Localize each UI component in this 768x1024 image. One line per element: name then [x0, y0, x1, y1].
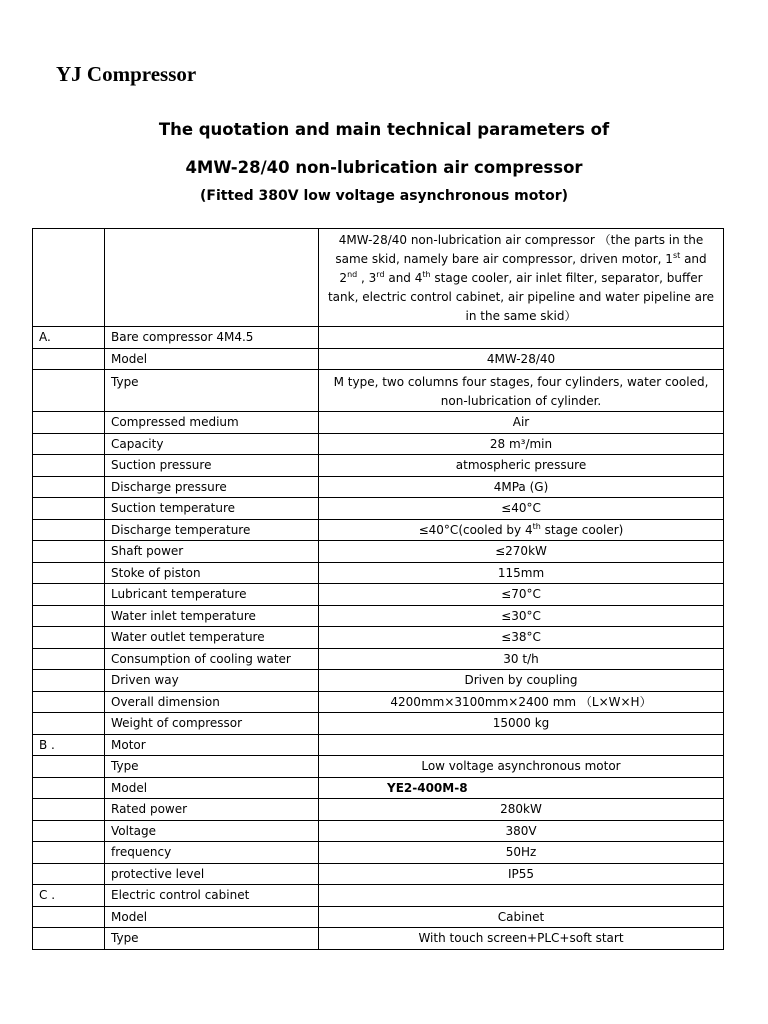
table-row	[33, 648, 724, 670]
empty-cell	[33, 799, 105, 821]
intro-sup: st	[672, 251, 681, 260]
param-value: 380V	[319, 820, 724, 842]
empty-cell	[105, 229, 319, 327]
intro-sup: rd	[376, 270, 385, 279]
table-row	[33, 906, 724, 928]
value-text: ≤40°C(cooled by 4	[418, 522, 533, 537]
table-row	[33, 433, 724, 455]
table-row	[33, 455, 724, 477]
section-id: B .	[33, 734, 105, 756]
empty-cell	[33, 820, 105, 842]
intro-text: 4MW-28/40 non-lubrication air compressor （the parts in the same skid, namely bare air compressor, driven motor, 1	[335, 233, 704, 266]
param-value: 30 t/h	[319, 648, 724, 670]
table-row	[33, 820, 724, 842]
empty-cell	[33, 648, 105, 670]
parameters-table	[32, 228, 724, 950]
empty-cell	[33, 906, 105, 928]
empty-cell	[33, 928, 105, 950]
empty-cell	[33, 370, 105, 412]
param-label: Stoke of piston	[105, 562, 319, 584]
section-header-row	[33, 885, 724, 907]
document-title-line1: The quotation and main technical parameters of	[158, 120, 610, 139]
table-row	[33, 541, 724, 563]
param-label: Voltage	[105, 820, 319, 842]
param-value: Air	[319, 412, 724, 434]
empty-cell	[33, 713, 105, 735]
empty-cell	[33, 584, 105, 606]
param-value: Low voltage asynchronous motor	[319, 756, 724, 778]
brand-name: YJ Compressor	[56, 62, 197, 86]
param-value: ≤40°C	[319, 498, 724, 520]
param-value: Cabinet	[319, 906, 724, 928]
param-label: Discharge temperature	[105, 519, 319, 541]
param-value: IP55	[319, 863, 724, 885]
table-row	[33, 348, 724, 370]
document-title-line2: 4MW-28/40 non-lubrication air compressor	[185, 158, 583, 177]
table-row	[33, 562, 724, 584]
table-row	[33, 842, 724, 864]
empty-cell	[33, 229, 105, 327]
param-value: 50Hz	[319, 842, 724, 864]
intro-row	[33, 229, 724, 327]
param-value: Driven by coupling	[319, 670, 724, 692]
empty-cell	[33, 433, 105, 455]
param-value	[319, 519, 724, 541]
section-id: C .	[33, 885, 105, 907]
section-name: Motor	[105, 734, 319, 756]
table-row	[33, 713, 724, 735]
param-label: Lubricant temperature	[105, 584, 319, 606]
param-label: Overall dimension	[105, 691, 319, 713]
param-value: 115mm	[319, 562, 724, 584]
empty-cell	[33, 777, 105, 799]
param-label: Suction pressure	[105, 455, 319, 477]
param-label: Capacity	[105, 433, 319, 455]
param-value: With touch screen+PLC+soft start	[319, 928, 724, 950]
param-label: Rated power	[105, 799, 319, 821]
empty-cell	[33, 756, 105, 778]
param-value: atmospheric pressure	[319, 455, 724, 477]
empty-cell	[33, 691, 105, 713]
table-row	[33, 756, 724, 778]
table-row	[33, 691, 724, 713]
param-label: Shaft power	[105, 541, 319, 563]
param-value: 4MW-28/40	[319, 348, 724, 370]
document-subtitle: (Fitted 380V low voltage asynchronous motor)	[199, 188, 568, 204]
intro-text: stage cooler, air inlet filter, separator, buffer tank, electric control cabinet, air pipeline and water pipeline are in the same skid）	[327, 271, 715, 323]
empty-cell	[33, 863, 105, 885]
param-label: Weight of compressor	[105, 713, 319, 735]
table-row	[33, 799, 724, 821]
section-header-row	[33, 734, 724, 756]
table-row	[33, 584, 724, 606]
intro-description	[319, 229, 724, 327]
empty-cell	[33, 412, 105, 434]
param-value: 4200mm×3100mm×2400 mm （L×W×H）	[319, 691, 724, 713]
intro-text: and 4	[384, 271, 423, 285]
param-label: Water outlet temperature	[105, 627, 319, 649]
param-value: 4MPa (G)	[319, 476, 724, 498]
empty-cell	[33, 562, 105, 584]
empty-cell	[33, 519, 105, 541]
param-value: 28 m³/min	[319, 433, 724, 455]
empty-cell	[33, 627, 105, 649]
section-name: Electric control cabinet	[105, 885, 319, 907]
table-row	[33, 777, 724, 799]
empty-cell	[33, 541, 105, 563]
empty-cell	[33, 498, 105, 520]
value-sup: th	[532, 521, 541, 531]
empty-cell	[33, 476, 105, 498]
param-value: 15000 kg	[319, 713, 724, 735]
table-row	[33, 476, 724, 498]
table-row	[33, 605, 724, 627]
intro-text: , 3	[357, 271, 377, 285]
table-row	[33, 863, 724, 885]
intro-sup: th	[422, 270, 431, 279]
param-label: Consumption of cooling water	[105, 648, 319, 670]
table-row	[33, 627, 724, 649]
table-row	[33, 928, 724, 950]
param-label: Type	[105, 370, 319, 412]
intro-sup: nd	[347, 270, 358, 279]
empty-cell	[33, 842, 105, 864]
table-row	[33, 370, 724, 412]
param-label: Type	[105, 756, 319, 778]
param-value: YE2-400M-8	[319, 777, 724, 799]
value-text: stage cooler)	[540, 522, 624, 537]
param-label: Model	[105, 906, 319, 928]
empty-cell	[319, 885, 724, 907]
section-name: Bare compressor 4M4.5	[105, 327, 319, 349]
table-row	[33, 670, 724, 692]
param-value: ≤38°C	[319, 627, 724, 649]
empty-cell	[319, 327, 724, 349]
section-id: A.	[33, 327, 105, 349]
empty-cell	[319, 734, 724, 756]
table-row	[33, 519, 724, 541]
param-label: Compressed medium	[105, 412, 319, 434]
param-label: Discharge pressure	[105, 476, 319, 498]
empty-cell	[33, 348, 105, 370]
empty-cell	[33, 455, 105, 477]
param-label: Suction temperature	[105, 498, 319, 520]
param-value: ≤30°C	[319, 605, 724, 627]
param-label: Driven way	[105, 670, 319, 692]
param-label: Model	[105, 348, 319, 370]
param-label: frequency	[105, 842, 319, 864]
param-label: Model	[105, 777, 319, 799]
param-label: Type	[105, 928, 319, 950]
param-value: ≤70°C	[319, 584, 724, 606]
param-value: ≤270kW	[319, 541, 724, 563]
empty-cell	[33, 605, 105, 627]
section-header-row	[33, 327, 724, 349]
intro-text: and 2	[339, 252, 707, 285]
param-value: M type, two columns four stages, four cylinders, water cooled, non-lubrication of cylinder.	[319, 370, 724, 412]
table-row	[33, 498, 724, 520]
param-label: Water inlet temperature	[105, 605, 319, 627]
param-value: 280kW	[319, 799, 724, 821]
table-row	[33, 412, 724, 434]
empty-cell	[33, 670, 105, 692]
param-label: protective level	[105, 863, 319, 885]
